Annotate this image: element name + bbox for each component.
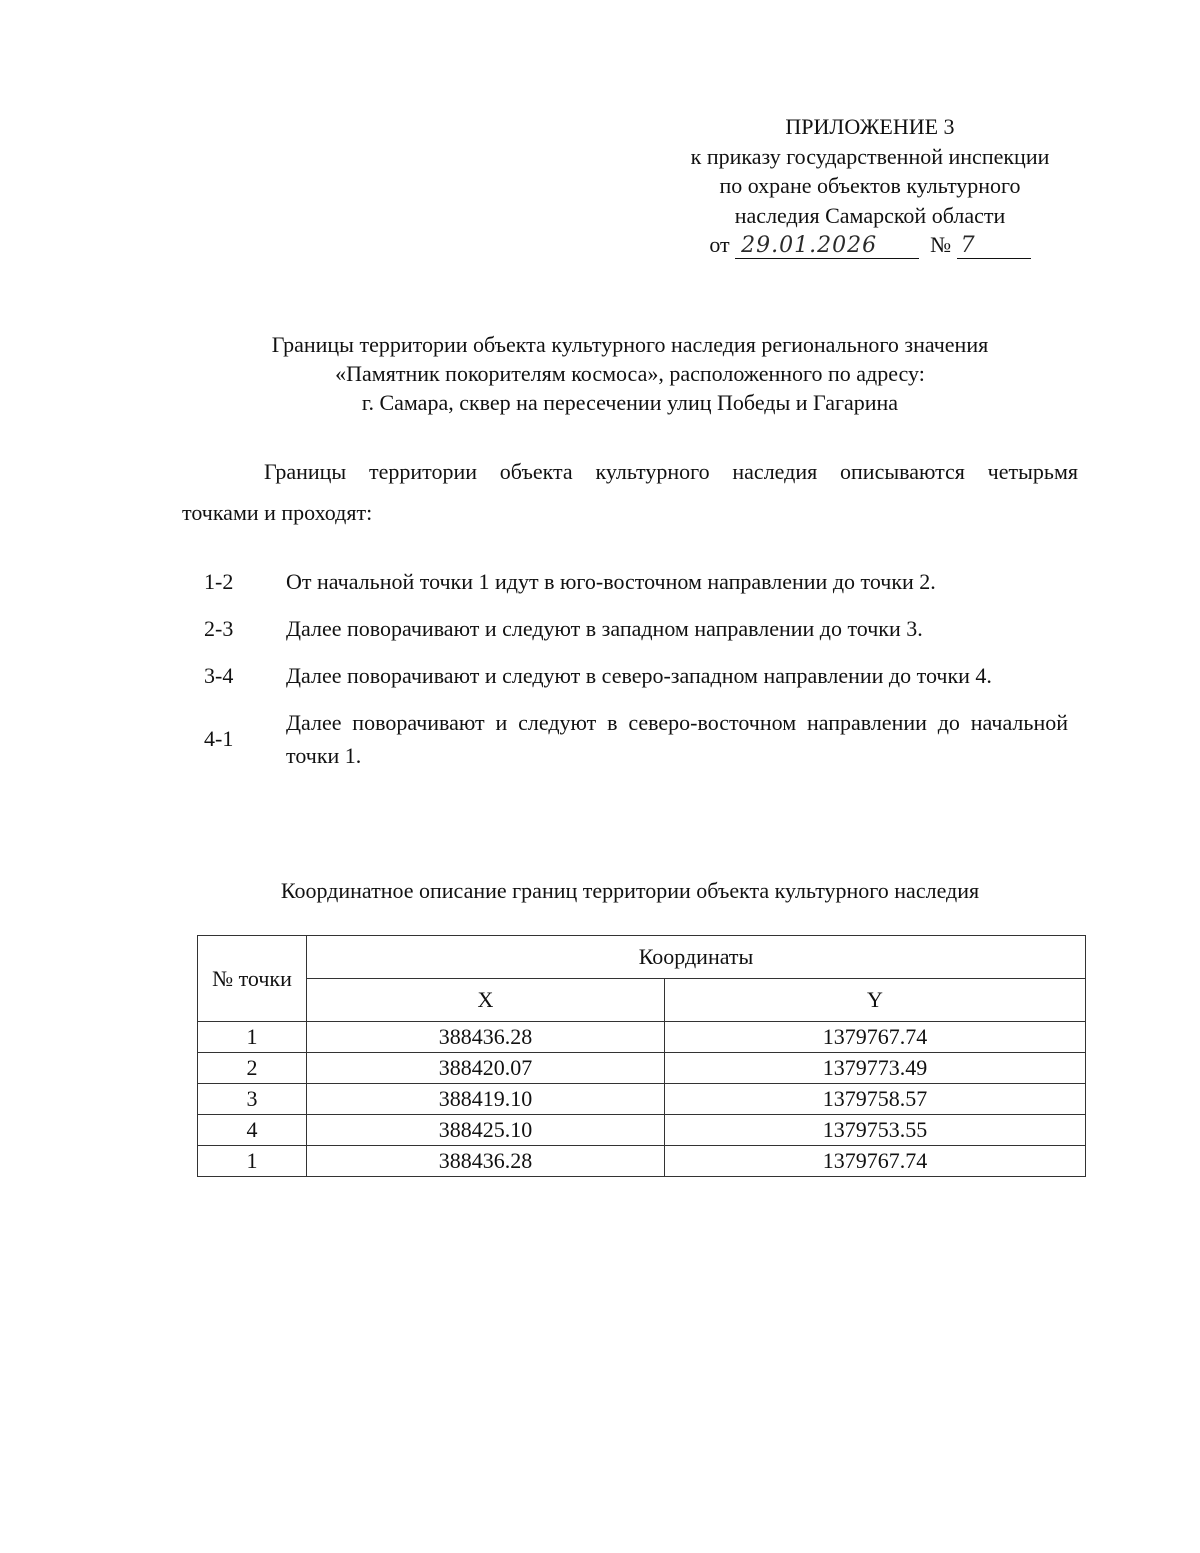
- table-row: [198, 1053, 1086, 1084]
- cell-x: 388425.10: [307, 1115, 665, 1146]
- date-prefix: от: [709, 232, 730, 257]
- table-caption: Координатное описание границ территории объекта культурного наследия: [280, 878, 980, 903]
- appendix-line: к приказу государственной инспекции: [690, 143, 1050, 169]
- appendix-header: [640, 112, 1100, 260]
- cell-y: 1379767.74: [665, 1146, 1086, 1177]
- order-date-number: [709, 230, 1030, 260]
- number-prefix: №: [930, 232, 952, 257]
- title-line: г. Самара, сквер на пересечении улиц Победы и Гагарина: [361, 390, 899, 415]
- handwritten-date: 29.01.2026: [735, 234, 919, 259]
- route-segment: [204, 565, 1068, 598]
- cell-x: 388436.28: [307, 1146, 665, 1177]
- intro-paragraph: [182, 451, 1078, 533]
- title-line: Границы территории объекта культурного наследия регионального значения: [271, 332, 989, 357]
- table-header-row: [198, 979, 1086, 1022]
- segment-code: 1-2: [204, 568, 234, 594]
- appendix-line: наследия Самарской области: [734, 202, 1006, 228]
- cell-point: 1: [198, 1146, 307, 1177]
- appendix-line: по охране объектов культурного: [719, 173, 1021, 198]
- cell-x: 388419.10: [307, 1084, 665, 1115]
- header-coordinates: Координаты: [307, 936, 1086, 979]
- document-title: [100, 330, 1160, 417]
- intro-line: точками и проходят:: [182, 500, 373, 525]
- cell-y: 1379758.57: [665, 1084, 1086, 1115]
- segment-code: 2-3: [204, 615, 234, 641]
- segment-code: 4-1: [204, 726, 234, 751]
- cell-point: 4: [198, 1115, 307, 1146]
- cell-x: 388420.07: [307, 1053, 665, 1084]
- header-y: Y: [665, 979, 1086, 1022]
- cell-y: 1379773.49: [665, 1053, 1086, 1084]
- segment-text: Далее поворачивают и следуют в северо-восточном направлении до начальной точки 1.: [286, 710, 1068, 768]
- segment-text: Далее поворачивают и следуют в северо-западном направлении до точки 4.: [286, 663, 992, 688]
- cell-point: 2: [198, 1053, 307, 1084]
- table-row: [198, 1146, 1086, 1177]
- cell-point: 1: [198, 1022, 307, 1053]
- route-segment: [204, 659, 1068, 692]
- header-x: X: [307, 979, 665, 1022]
- table-row: [198, 1084, 1086, 1115]
- segment-code: 3-4: [204, 662, 234, 688]
- table-row: [198, 1115, 1086, 1146]
- cell-point: 3: [198, 1084, 307, 1115]
- table-row: [198, 1022, 1086, 1053]
- segment-text: Далее поворачивают и следуют в западном направлении до точки 3.: [286, 616, 923, 641]
- intro-line: Границы территории объекта культурного наследия описываются четырьмя: [264, 459, 1078, 484]
- cell-y: 1379767.74: [665, 1022, 1086, 1053]
- cell-x: 388436.28: [307, 1022, 665, 1053]
- header-point: № точки: [198, 936, 307, 1022]
- cell-y: 1379753.55: [665, 1115, 1086, 1146]
- table-header-row: [198, 936, 1086, 979]
- appendix-title: ПРИЛОЖЕНИЕ 3: [785, 114, 955, 139]
- segment-text: От начальной точки 1 идут в юго-восточном направлении до точки 2.: [286, 569, 936, 594]
- route-segment: [204, 706, 1068, 772]
- handwritten-number: 7: [957, 234, 1031, 259]
- coordinates-table: [197, 935, 1086, 1177]
- route-segment: [204, 612, 1068, 645]
- title-line: «Памятник покорителям космоса», расположенного по адресу:: [335, 361, 925, 386]
- route-segments: [204, 565, 1068, 786]
